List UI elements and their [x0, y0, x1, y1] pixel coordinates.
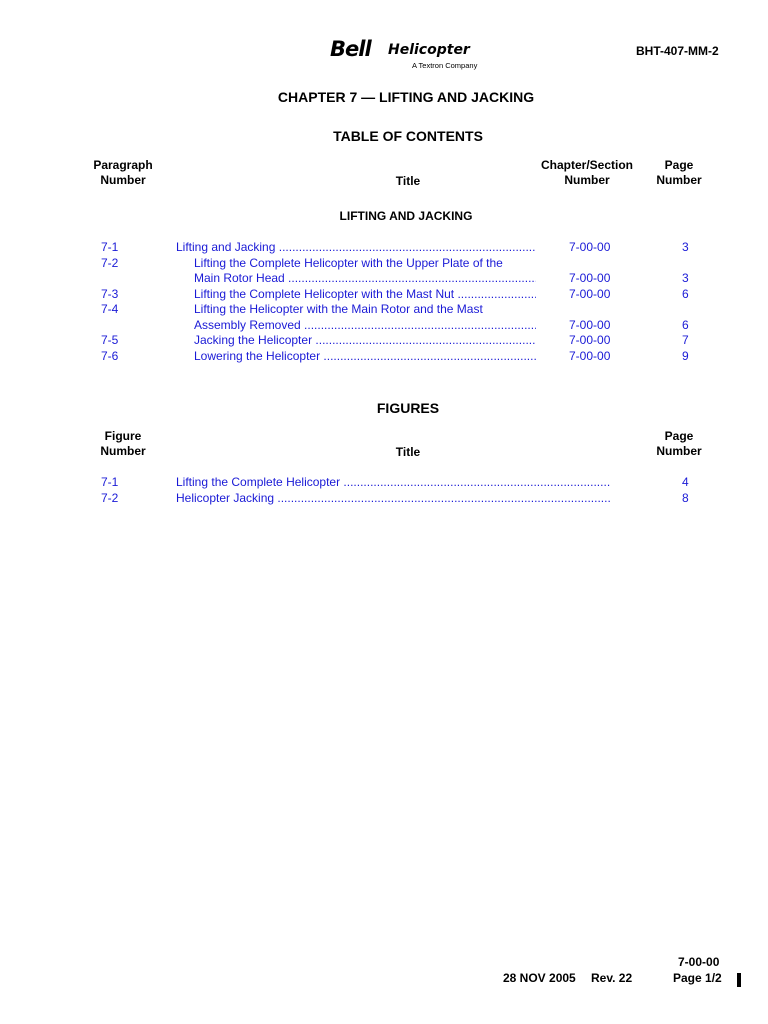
fig-col-header-page-line2: Number	[656, 444, 702, 458]
toc-row-title[interactable]	[194, 333, 536, 348]
toc-row-number: 7-5	[101, 333, 119, 347]
col-header-paragraph-line1: Paragraph	[93, 158, 153, 172]
fig-col-header-title: Title	[395, 445, 421, 459]
col-header-page-line1: Page	[664, 158, 694, 172]
footer-date: 28 NOV 2005	[503, 971, 576, 985]
toc-row-page: 3	[682, 271, 689, 285]
figure-row-title-text: Lifting the Complete Helicopter	[176, 475, 341, 489]
toc-row-title-text: Lifting the Complete Helicopter with the Mast Nut	[194, 287, 455, 301]
chapter-title: CHAPTER 7 — LIFTING AND JACKING	[277, 89, 535, 105]
toc-row-title[interactable]	[194, 287, 536, 302]
toc-row-number: 7-6	[101, 349, 119, 363]
figure-row[interactable]	[0, 475, 768, 490]
toc-row-title[interactable]	[176, 240, 536, 255]
col-header-chapter-section	[528, 158, 646, 188]
toc-title: TABLE OF CONTENTS	[333, 128, 483, 144]
toc-row-title-text: Main Rotor Head	[194, 271, 285, 285]
toc-row-title-text: Lowering the Helicopter	[194, 349, 321, 363]
col-header-page-line2: Number	[656, 173, 702, 187]
toc-row-section: 7-00-00	[569, 271, 611, 285]
logo-tagline: A Textron Company	[412, 61, 478, 70]
figure-row-number: 7-2	[101, 491, 119, 505]
toc-row-title-line1: Lifting the Helicopter with the Main Rotor and the Mast	[194, 302, 483, 316]
toc-row-title[interactable]	[194, 271, 536, 286]
toc-row-section: 7-00-00	[569, 318, 611, 332]
toc-row[interactable]	[0, 302, 768, 333]
toc-row[interactable]	[0, 240, 768, 255]
toc-row-page: 6	[682, 287, 689, 301]
toc-row[interactable]	[0, 287, 768, 302]
figure-row-title[interactable]	[176, 475, 610, 490]
section-heading: LIFTING AND JACKING	[339, 209, 473, 223]
col-header-chapter-section-line1: Chapter/Section	[540, 158, 633, 172]
bell-logo	[330, 37, 490, 71]
toc-row-page: 9	[682, 349, 689, 363]
toc-row[interactable]	[0, 349, 768, 364]
logo-bell-text: Bell	[330, 37, 371, 61]
toc-row[interactable]	[0, 333, 768, 348]
toc-row-section: 7-00-00	[569, 287, 611, 301]
toc-row-title[interactable]	[194, 318, 536, 333]
toc-row[interactable]	[0, 256, 768, 287]
col-header-paragraph	[68, 158, 178, 188]
logo-helicopter-text: Helicopter	[388, 42, 470, 58]
fig-col-header-figure	[68, 429, 178, 459]
fig-col-header-figure-line2: Number	[100, 444, 146, 458]
col-header-page	[644, 158, 714, 188]
figure-row[interactable]	[0, 491, 768, 506]
toc-row-title-text: Jacking the Helicopter	[194, 333, 313, 347]
fig-col-header-page-line1: Page	[664, 429, 694, 443]
toc-row-title-line1: Lifting the Complete Helicopter with the Upper Plate of the	[194, 256, 503, 270]
toc-row-title-text: Lifting and Jacking	[176, 240, 276, 254]
col-header-paragraph-line2: Number	[100, 173, 146, 187]
toc-row-title-text: Assembly Removed	[194, 318, 301, 332]
fig-col-header-figure-line1: Figure	[104, 429, 142, 443]
toc-row-section: 7-00-00	[569, 333, 611, 347]
toc-row-number: 7-1	[101, 240, 119, 254]
toc-row-section: 7-00-00	[569, 349, 611, 363]
figure-row-page: 4	[682, 475, 689, 489]
toc-row-section: 7-00-00	[569, 240, 611, 254]
toc-row-number: 7-3	[101, 287, 119, 301]
toc-row-page: 7	[682, 333, 689, 347]
revision-bar	[737, 973, 741, 987]
footer-page-number: Page 1/2	[673, 971, 722, 985]
footer-revision: Rev. 22	[591, 971, 633, 985]
col-header-title: Title	[395, 174, 421, 188]
figure-row-title-text: Helicopter Jacking	[176, 491, 275, 505]
toc-row-number: 7-4	[101, 302, 119, 316]
toc-row-page: 6	[682, 318, 689, 332]
figure-row-title[interactable]	[176, 491, 610, 506]
toc-row-number: 7-2	[101, 256, 119, 270]
toc-row-title[interactable]	[194, 349, 536, 364]
toc-row-page: 3	[682, 240, 689, 254]
document-id: BHT-407-MM-2	[636, 44, 719, 58]
figure-row-number: 7-1	[101, 475, 119, 489]
fig-col-header-page	[644, 429, 714, 459]
col-header-chapter-section-line2: Number	[564, 173, 610, 187]
footer-section-number: 7-00-00	[678, 955, 720, 969]
figures-heading: FIGURES	[376, 400, 440, 416]
figure-row-page: 8	[682, 491, 689, 505]
